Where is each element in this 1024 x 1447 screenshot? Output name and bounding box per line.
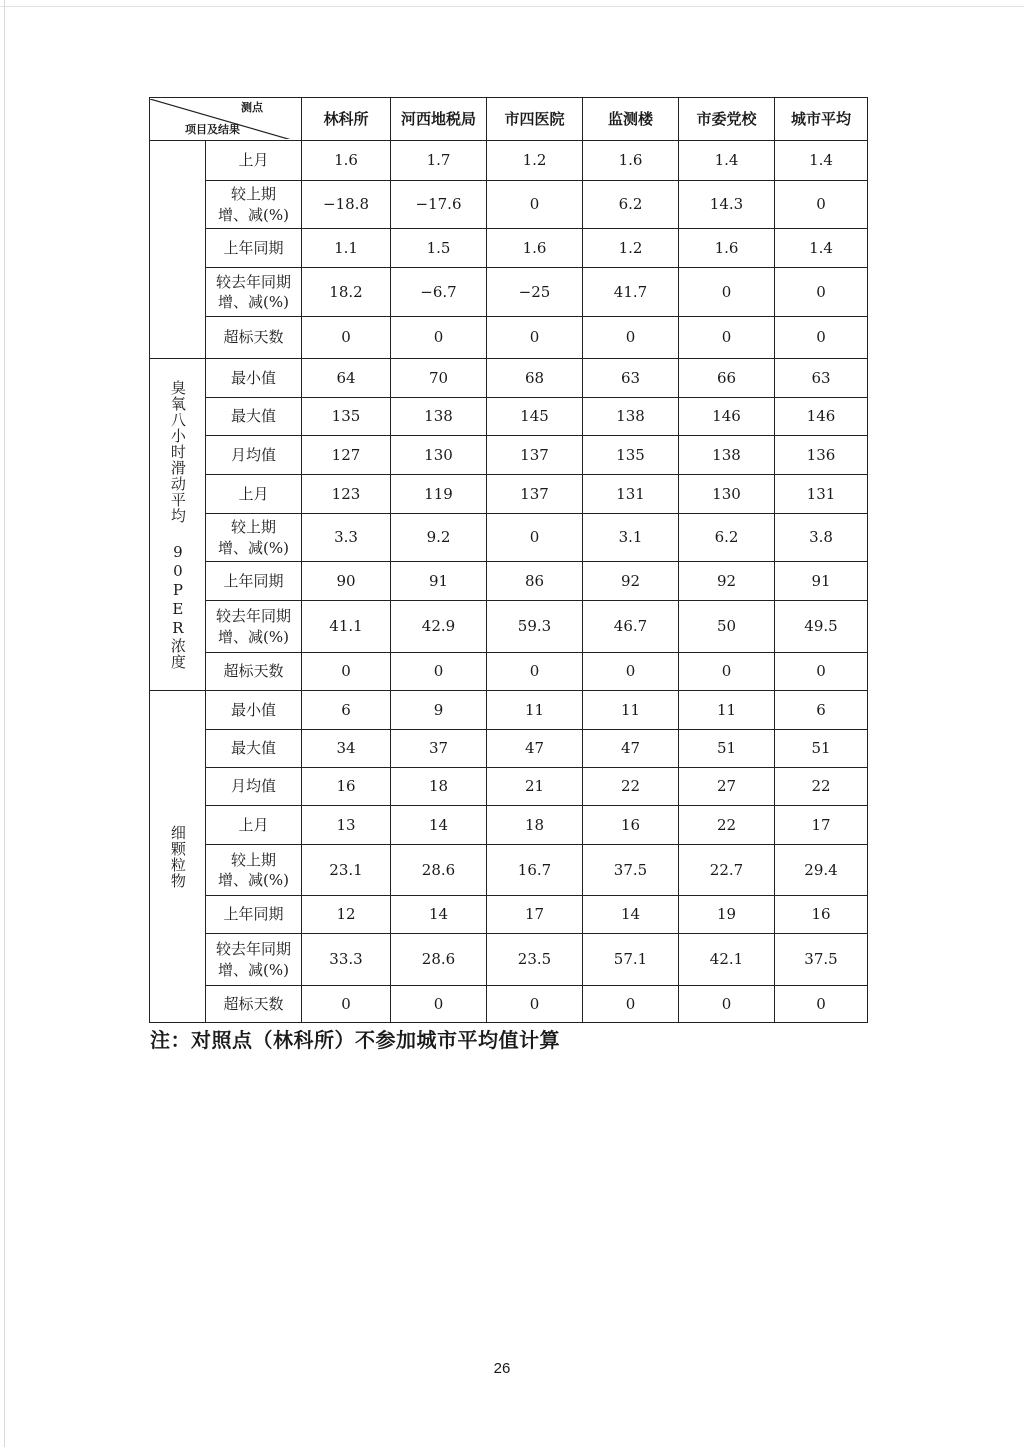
- value-cell: 41.1: [302, 601, 391, 653]
- value-cell: 18: [391, 768, 487, 806]
- value-cell: 6: [302, 691, 391, 730]
- value-cell: 146: [775, 398, 868, 436]
- value-cell: 42.9: [391, 601, 487, 653]
- value-cell: 49.5: [775, 601, 868, 653]
- table-row: [150, 398, 868, 436]
- value-cell: 17: [775, 806, 868, 845]
- value-cell: 13: [302, 806, 391, 845]
- value-cell: 136: [775, 436, 868, 475]
- value-cell: 41.7: [583, 268, 679, 317]
- group-label-cell: 细颗粒物: [150, 691, 206, 1023]
- row-item-label: 较去年同期 增、减(%): [206, 268, 302, 317]
- corner-header-cell: [150, 98, 302, 141]
- table-row: [150, 475, 868, 514]
- value-cell: 92: [583, 562, 679, 601]
- table-row: [150, 436, 868, 475]
- value-cell: 0: [679, 268, 775, 317]
- value-cell: 70: [391, 359, 487, 398]
- value-cell: 28.6: [391, 934, 487, 986]
- value-cell: 46.7: [583, 601, 679, 653]
- value-cell: 135: [302, 398, 391, 436]
- value-cell: 42.1: [679, 934, 775, 986]
- value-cell: 0: [487, 317, 583, 359]
- value-cell: 0: [583, 653, 679, 691]
- value-cell: 21: [487, 768, 583, 806]
- value-cell: 14: [583, 896, 679, 934]
- value-cell: 1.4: [679, 141, 775, 181]
- table-row: [150, 359, 868, 398]
- value-cell: −18.8: [302, 181, 391, 229]
- value-cell: 0: [679, 653, 775, 691]
- value-cell: 0: [775, 181, 868, 229]
- value-cell: 0: [487, 986, 583, 1023]
- value-cell: 86: [487, 562, 583, 601]
- column-header: 林科所: [302, 98, 391, 141]
- value-cell: 1.5: [391, 229, 487, 268]
- value-cell: 11: [487, 691, 583, 730]
- value-cell: 27: [679, 768, 775, 806]
- value-cell: 18.2: [302, 268, 391, 317]
- row-item-label: 上年同期: [206, 562, 302, 601]
- row-item-label: 超标天数: [206, 317, 302, 359]
- value-cell: 37: [391, 730, 487, 768]
- value-cell: 0: [487, 653, 583, 691]
- row-item-label: 最大值: [206, 730, 302, 768]
- value-cell: 59.3: [487, 601, 583, 653]
- value-cell: 138: [391, 398, 487, 436]
- value-cell: 47: [583, 730, 679, 768]
- value-cell: 22: [679, 806, 775, 845]
- value-cell: 64: [302, 359, 391, 398]
- value-cell: 23.1: [302, 845, 391, 896]
- scan-edge-line: [0, 6, 1024, 7]
- value-cell: 127: [302, 436, 391, 475]
- row-item-label: 最大值: [206, 398, 302, 436]
- value-cell: 14: [391, 806, 487, 845]
- value-cell: 0: [775, 317, 868, 359]
- row-item-label: 上年同期: [206, 896, 302, 934]
- value-cell: 3.8: [775, 514, 868, 562]
- value-cell: 3.1: [583, 514, 679, 562]
- value-cell: 137: [487, 475, 583, 514]
- value-cell: 0: [775, 268, 868, 317]
- value-cell: 22: [583, 768, 679, 806]
- value-cell: −17.6: [391, 181, 487, 229]
- value-cell: 63: [775, 359, 868, 398]
- value-cell: 0: [302, 986, 391, 1023]
- value-cell: 0: [583, 986, 679, 1023]
- value-cell: 1.2: [487, 141, 583, 181]
- table-header-row: [150, 98, 868, 141]
- corner-bottom-label: 项目及结果: [185, 123, 240, 137]
- column-header: 市四医院: [487, 98, 583, 141]
- value-cell: 92: [679, 562, 775, 601]
- value-cell: 63: [583, 359, 679, 398]
- row-item-label: 上月: [206, 806, 302, 845]
- value-cell: 146: [679, 398, 775, 436]
- value-cell: 51: [679, 730, 775, 768]
- table-row: [150, 986, 868, 1023]
- value-cell: 6.2: [583, 181, 679, 229]
- row-item-label: 较上期 增、减(%): [206, 514, 302, 562]
- table-row: [150, 141, 868, 181]
- value-cell: 11: [679, 691, 775, 730]
- value-cell: 0: [391, 653, 487, 691]
- value-cell: 50: [679, 601, 775, 653]
- value-cell: 57.1: [583, 934, 679, 986]
- value-cell: 131: [775, 475, 868, 514]
- table-row: [150, 229, 868, 268]
- row-item-label: 上月: [206, 141, 302, 181]
- value-cell: 1.4: [775, 229, 868, 268]
- table-row: [150, 806, 868, 845]
- value-cell: 33.3: [302, 934, 391, 986]
- value-cell: 9: [391, 691, 487, 730]
- corner-top-label: 测点: [241, 101, 263, 114]
- table-row: [150, 514, 868, 562]
- table-row: [150, 691, 868, 730]
- value-cell: 22: [775, 768, 868, 806]
- value-cell: 6.2: [679, 514, 775, 562]
- value-cell: 1.6: [583, 141, 679, 181]
- value-cell: 22.7: [679, 845, 775, 896]
- value-cell: 90: [302, 562, 391, 601]
- value-cell: 119: [391, 475, 487, 514]
- value-cell: 37.5: [583, 845, 679, 896]
- value-cell: 6: [775, 691, 868, 730]
- value-cell: 91: [775, 562, 868, 601]
- table-row: [150, 601, 868, 653]
- value-cell: 16: [302, 768, 391, 806]
- row-item-label: 较去年同期 增、减(%): [206, 934, 302, 986]
- value-cell: 135: [583, 436, 679, 475]
- value-cell: 123: [302, 475, 391, 514]
- value-cell: 12: [302, 896, 391, 934]
- value-cell: 14: [391, 896, 487, 934]
- column-header: 河西地税局: [391, 98, 487, 141]
- table-row: [150, 934, 868, 986]
- table-row: [150, 653, 868, 691]
- row-item-label: 最小值: [206, 691, 302, 730]
- value-cell: 130: [679, 475, 775, 514]
- value-cell: 0: [302, 317, 391, 359]
- value-cell: 66: [679, 359, 775, 398]
- value-cell: 131: [583, 475, 679, 514]
- column-header: 监测楼: [583, 98, 679, 141]
- value-cell: 1.6: [679, 229, 775, 268]
- value-cell: 16.7: [487, 845, 583, 896]
- value-cell: 0: [775, 986, 868, 1023]
- row-item-label: 月均值: [206, 768, 302, 806]
- value-cell: 0: [391, 986, 487, 1023]
- value-cell: 0: [679, 317, 775, 359]
- table-row: [150, 268, 868, 317]
- value-cell: 19: [679, 896, 775, 934]
- row-item-label: 较去年同期 增、减(%): [206, 601, 302, 653]
- group-label-cell: [150, 141, 206, 359]
- column-header: 市委党校: [679, 98, 775, 141]
- value-cell: 137: [487, 436, 583, 475]
- table-row: [150, 730, 868, 768]
- value-cell: 1.2: [583, 229, 679, 268]
- value-cell: 51: [775, 730, 868, 768]
- table-row: [150, 181, 868, 229]
- row-item-label: 上月: [206, 475, 302, 514]
- row-item-label: 较上期 增、减(%): [206, 181, 302, 229]
- row-item-label: 最小值: [206, 359, 302, 398]
- value-cell: 1.4: [775, 141, 868, 181]
- value-cell: 23.5: [487, 934, 583, 986]
- value-cell: 68: [487, 359, 583, 398]
- row-item-label: 上年同期: [206, 229, 302, 268]
- table-row: [150, 845, 868, 896]
- footnote: 注：对照点（林科所）不参加城市平均值计算: [150, 1028, 560, 1052]
- table-row: [150, 317, 868, 359]
- table-row: [150, 562, 868, 601]
- value-cell: 0: [487, 514, 583, 562]
- value-cell: 14.3: [679, 181, 775, 229]
- value-cell: 0: [775, 653, 868, 691]
- row-item-label: 月均值: [206, 436, 302, 475]
- value-cell: 16: [583, 806, 679, 845]
- value-cell: 138: [679, 436, 775, 475]
- group-label-cell: 臭氧八小时滑动平均 90PER浓度: [150, 359, 206, 691]
- value-cell: 34: [302, 730, 391, 768]
- value-cell: 29.4: [775, 845, 868, 896]
- row-item-label: 超标天数: [206, 653, 302, 691]
- value-cell: 1.6: [302, 141, 391, 181]
- page-number: 26: [493, 1360, 511, 1377]
- value-cell: 11: [583, 691, 679, 730]
- value-cell: 130: [391, 436, 487, 475]
- value-cell: 91: [391, 562, 487, 601]
- value-cell: 28.6: [391, 845, 487, 896]
- value-cell: 0: [487, 181, 583, 229]
- table-row: [150, 768, 868, 806]
- table-row: [150, 896, 868, 934]
- value-cell: −25: [487, 268, 583, 317]
- value-cell: 1.7: [391, 141, 487, 181]
- value-cell: 145: [487, 398, 583, 436]
- value-cell: 37.5: [775, 934, 868, 986]
- value-cell: 17: [487, 896, 583, 934]
- value-cell: 47: [487, 730, 583, 768]
- row-item-label: 较上期 增、减(%): [206, 845, 302, 896]
- value-cell: 138: [583, 398, 679, 436]
- value-cell: 0: [583, 317, 679, 359]
- value-cell: 16: [775, 896, 868, 934]
- value-cell: 0: [679, 986, 775, 1023]
- scan-edge-line: [4, 0, 5, 1447]
- value-cell: 9.2: [391, 514, 487, 562]
- value-cell: 0: [391, 317, 487, 359]
- value-cell: 18: [487, 806, 583, 845]
- monitoring-table: [149, 97, 868, 1023]
- value-cell: 1.6: [487, 229, 583, 268]
- value-cell: −6.7: [391, 268, 487, 317]
- value-cell: 0: [302, 653, 391, 691]
- row-item-label: 超标天数: [206, 986, 302, 1023]
- value-cell: 1.1: [302, 229, 391, 268]
- column-header: 城市平均: [775, 98, 868, 141]
- value-cell: 3.3: [302, 514, 391, 562]
